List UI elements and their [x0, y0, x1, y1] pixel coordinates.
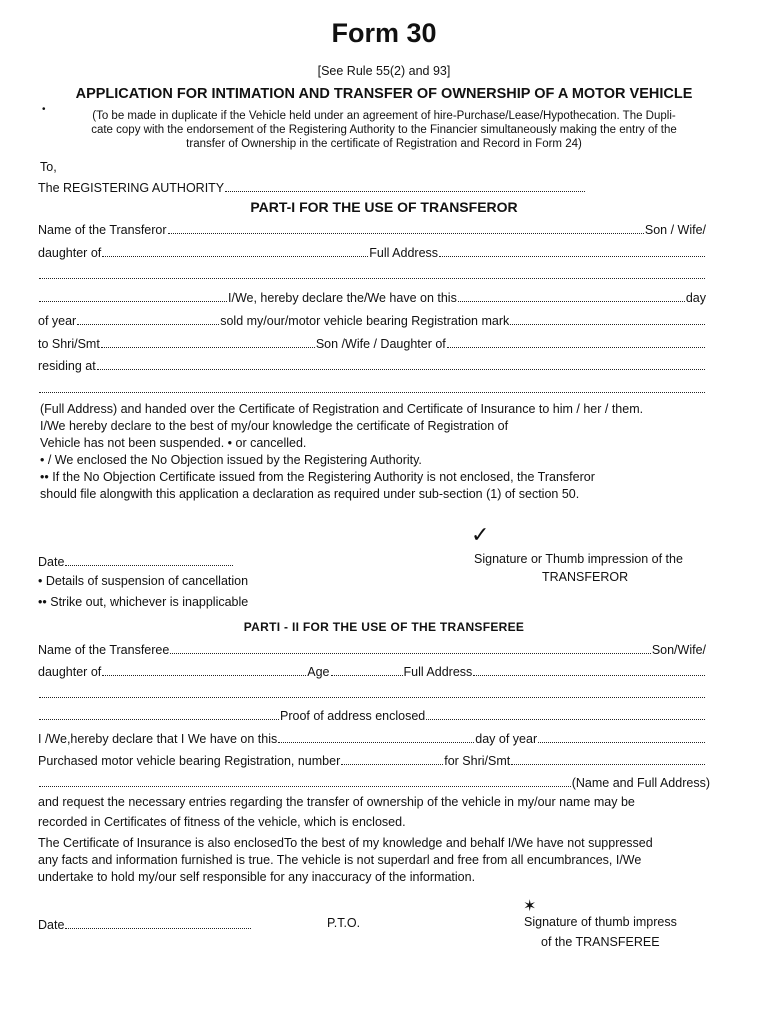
part1-para-2: I/We hereby declare to the best of my/our knowledge the certificate of Registration of — [40, 419, 509, 433]
to-label: To, — [40, 160, 57, 174]
proof-field[interactable] — [426, 709, 705, 720]
part2-date-label: Date — [38, 918, 65, 932]
of-year-label: of year — [38, 314, 77, 328]
part2-date-field[interactable] — [65, 918, 251, 929]
sale-year-field[interactable] — [77, 314, 219, 325]
proof-label: Proof of address enclosed — [280, 709, 426, 723]
age-label: Age — [307, 665, 330, 679]
form-title: Form 30 — [331, 18, 437, 48]
transferor-name-label: Name of the Transferor — [38, 223, 167, 237]
part1-date-field[interactable] — [65, 555, 233, 566]
purchased-line — [38, 754, 706, 768]
name-full-address-line — [38, 776, 710, 790]
transferee-declare-label: I /We,hereby declare that I We have on this — [38, 732, 278, 746]
day-of-year-label: day of year — [475, 732, 538, 746]
transferee-name-label: Name of the Transferee — [38, 643, 170, 657]
sale-day-field[interactable] — [458, 291, 685, 302]
transferee-full-address-label: Full Address — [403, 665, 473, 679]
residing-line-2 — [38, 382, 706, 393]
part1-para-6: should file alongwith this application a declaration as required under sub-section (1) of section 50. — [40, 487, 580, 501]
note-line-3: transfer of Ownership in the certificate of Registration and Record in Form 24) — [186, 138, 582, 150]
transferor-parent-line — [38, 246, 706, 260]
transferor-address-field-2[interactable] — [39, 268, 705, 279]
form-heading: APPLICATION FOR INTIMATION AND TRANSFER OF OWNERSHIP OF A MOTOR VEHICLE — [75, 86, 693, 102]
declare-label: I/We, hereby declare the/We have on this — [228, 291, 457, 305]
transferee-name-field[interactable] — [170, 643, 650, 654]
purchased-label: Purchased motor vehicle bearing Registration, number — [38, 754, 341, 768]
transferor-name-line — [38, 223, 706, 237]
transferee-address-line-2 — [38, 687, 706, 698]
registration-number-field[interactable] — [341, 754, 443, 765]
star-mark-icon: ✶ — [523, 898, 537, 915]
for-shri-label: for Shri/Smt — [444, 754, 511, 768]
registration-mark-field[interactable] — [510, 314, 705, 325]
note-line-2: cate copy with the endorsement of the Registering Authority to the Financier simultaneously making the entry of the — [91, 124, 677, 136]
purchase-year-field[interactable] — [538, 732, 705, 743]
authority-field[interactable] — [225, 181, 585, 192]
transferor-address-field[interactable] — [439, 246, 705, 257]
part2-date-line — [38, 918, 252, 932]
name-full-address-field[interactable] — [39, 776, 571, 787]
proof-line — [38, 709, 706, 723]
part2-para-3: The Certificate of Insurance is also enclosedTo the best of my knowledge and behalf I/We have not suppressed — [38, 836, 653, 850]
pto-label: P.T.O. — [327, 916, 361, 930]
sale-year-line — [38, 314, 706, 328]
full-address-label: Full Address — [369, 246, 439, 260]
residing-label: residing at — [38, 359, 96, 373]
part1-para-3: Vehicle has not been suspended. • or cancelled. — [40, 436, 307, 450]
sold-label: sold my/our/motor vehicle bearing Registration mark — [220, 314, 510, 328]
transferor-declarant-field[interactable] — [39, 291, 227, 302]
note-line-1: (To be made in duplicate if the Vehicle held under an agreement of hire-Purchase/Lease/Hypothecation. The Dupli- — [92, 110, 676, 122]
transferee-parent-field[interactable] — [102, 665, 306, 676]
stray-bullet: • — [42, 104, 46, 115]
part1-para-4: • / We enclosed the No Objection issued by the Registering Authority. — [40, 453, 422, 467]
part2-para-5: undertake to hold my/our self responsible for any inaccuracy of the information. — [38, 870, 476, 884]
transferee-signature-label-1: Signature of thumb impress — [524, 915, 677, 929]
rule-reference: [See Rule 55(2) and 93] — [317, 64, 451, 78]
purchase-day-field[interactable] — [278, 732, 474, 743]
transferor-signature-label-2: TRANSFEROR — [542, 570, 629, 584]
transferor-address-line-2 — [38, 268, 706, 279]
residing-field[interactable] — [97, 359, 705, 370]
transferee-name-line — [38, 643, 706, 657]
authority-label: The REGISTERING AUTHORITY — [38, 181, 225, 195]
transferor-signature-label-1: Signature or Thumb impression of the — [474, 552, 683, 566]
son-wife-daughter-label: Son /Wife / Daughter of — [315, 337, 446, 351]
part1-para-1: (Full Address) and handed over the Certificate of Registration and Certificate of Insurance to him / her / them. — [40, 402, 644, 416]
buyer-name-field[interactable] — [101, 337, 315, 348]
part2-para-2: recorded in Certificates of fitness of the vehicle, which is enclosed. — [38, 815, 406, 829]
part2-para-4: any facts and information furnished is true. The vehicle is not superdarl and free from all encumbrances, I/We — [38, 853, 642, 867]
buyer-line — [38, 337, 706, 351]
authority-line — [38, 181, 586, 195]
transferor-name-field[interactable] — [168, 223, 644, 234]
son-wife-label: Son / Wife/ — [644, 223, 706, 237]
day-label: day — [685, 291, 706, 305]
part1-date-line — [38, 555, 234, 569]
transferor-parent-field[interactable] — [102, 246, 368, 257]
to-shri-label: to Shri/Smt — [38, 337, 100, 351]
part1-date-label: Date — [38, 555, 65, 569]
transferor-declare-line — [38, 291, 706, 305]
part1-heading: PART-I FOR THE USE OF TRANSFEROR — [250, 199, 518, 215]
transferee-signature-label-2: of the TRANSFEREE — [541, 935, 660, 949]
part2-heading: PARTI - II FOR THE USE OF THE TRANSFEREE — [243, 620, 525, 634]
footnote-strike-out: •• Strike out, whichever is inapplicable — [38, 595, 249, 609]
buyer-parent-field[interactable] — [447, 337, 705, 348]
transferee-parent-line — [38, 665, 706, 679]
transferee-address-field-2[interactable] — [39, 687, 705, 698]
footnote-suspension: • Details of suspension of cancellation — [38, 574, 249, 588]
daughter-of-label: daughter of — [38, 246, 102, 260]
transferee-address-field-3[interactable] — [39, 709, 279, 720]
transferee-daughter-of-label: daughter of — [38, 665, 102, 679]
part1-para-5: •• If the No Objection Certificate issued from the Registering Authority is not enclosed, the Transferor — [40, 470, 595, 484]
for-shri-field[interactable] — [511, 754, 705, 765]
transferee-declare-line — [38, 732, 706, 746]
residing-field-2[interactable] — [39, 382, 705, 393]
transferee-son-wife-label: Son/Wife/ — [651, 643, 706, 657]
transferee-address-field[interactable] — [473, 665, 705, 676]
age-field[interactable] — [331, 665, 403, 676]
name-full-address-label: (Name and Full Address) — [571, 776, 710, 790]
part2-para-1: and request the necessary entries regarding the transfer of ownership of the vehicle in my/our name may be — [38, 795, 635, 809]
check-mark-icon: ✓ — [471, 522, 490, 547]
residing-line — [38, 359, 706, 373]
